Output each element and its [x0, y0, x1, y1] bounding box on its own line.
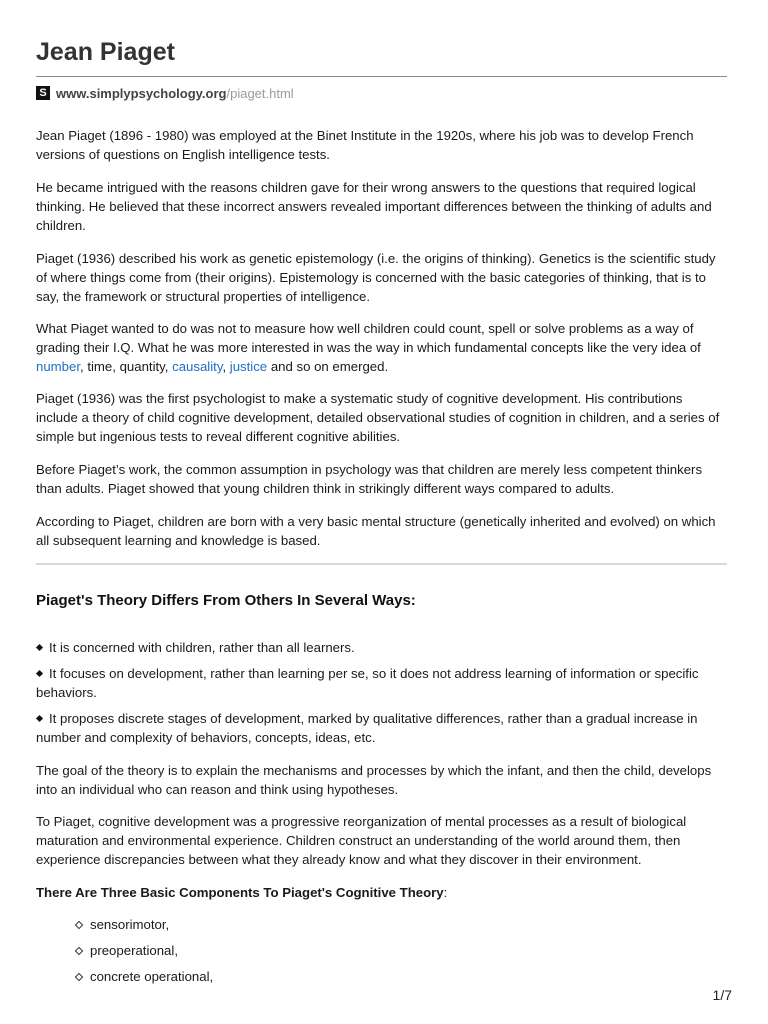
page-title: Jean Piaget [36, 38, 175, 66]
list-item [76, 967, 213, 986]
bullet-text: It proposes discrete stages of development, marked by qualitative differences, rather than a gradual increase in number and complexity of behaviors, concepts, ideas, etc. [36, 711, 698, 745]
list-item [36, 664, 727, 702]
list-item [76, 941, 178, 960]
paragraph-mental-structure: According to Piaget, children are born with a very basic mental structure (genetically inherited and evolved) on which all subsequent learning and knowledge is based. [36, 514, 716, 548]
bullet-hollow-diamond-icon [75, 946, 83, 954]
sub-item-text: preoperational, [90, 943, 178, 958]
page-number: 1/7 [712, 987, 732, 1003]
bullet-hollow-diamond-icon [75, 920, 83, 928]
paragraph-intro: Jean Piaget (1896 - 1980) was employed at the Binet Institute in the 1920s, where his job was to develop French versions of questions on English intelligence tests. [36, 128, 694, 162]
p4-text-after: and so on emerged. [267, 359, 389, 374]
paragraph-epistemology: Piaget (1936) described his work as genetic epistemology (i.e. the origins of thinking). Genetics is the scientific study of where things come from (their origins). Epistemology is concerned with the basic categories of thinking, that is to say, the framework or structural properties of intelligence. [36, 251, 716, 304]
title-divider [36, 76, 727, 77]
link-number[interactable]: number [36, 359, 80, 374]
paragraph-concepts [36, 319, 727, 376]
paragraph-goal: The goal of the theory is to explain the mechanisms and processes by which the infant, and then the child, develops into an individual who can reason and think using hypotheses. [36, 763, 712, 797]
bullet-diamond-icon [36, 715, 43, 722]
bullet-hollow-diamond-icon [75, 972, 83, 980]
list-item [36, 709, 727, 747]
section-heading: Piaget's Theory Differs From Others In Several Ways: [36, 592, 416, 609]
paragraph-systematic-study: Piaget (1936) was the first psychologist to make a systematic study of cognitive development. His contributions include a theory of child cognitive development, detailed observational studies of cognition in children, and a series of simple but ingenious tests to reveal different cognitive abilities. [36, 391, 720, 444]
source-path: /piaget.html [226, 85, 294, 101]
components-lead: There Are Three Basic Components To Piaget's Cognitive Theory [36, 885, 444, 900]
p4-text-before: What Piaget wanted to do was not to measure how well children could count, spell or solve problems as a way of grading their I.Q. What he was more interested in was the way in which fundamental concepts like the very idea of [36, 321, 701, 355]
paragraph-assumption: Before Piaget’s work, the common assumption in psychology was that children are merely less competent thinkers than adults. Piaget showed that young children think in strikingly different ways compared to adults. [36, 462, 703, 496]
section-divider [36, 563, 727, 565]
source-domain-link[interactable]: www.simplypsychology.org [56, 85, 227, 101]
sub-item-text: sensorimotor, [90, 917, 170, 932]
paragraph-reorganization: To Piaget, cognitive development was a progressive reorganization of mental processes as a result of biological maturation and environmental experience. Children construct an understanding of the world around them, then experience discrepancies between what they already know and what they discover in their environment. [36, 814, 687, 867]
bullet-diamond-icon [36, 644, 43, 651]
sub-item-text: concrete operational, [90, 969, 214, 984]
p4-text-mid1: , time, quantity, [80, 359, 173, 374]
components-colon: : [443, 885, 448, 900]
paragraph-wrong-answers: He became intrigued with the reasons children gave for their wrong answers to the questions that required logical thinking. He believed that these incorrect answers revealed important differences between the thinking of adults and children. [36, 180, 712, 233]
source-line [36, 84, 294, 102]
list-item [76, 915, 169, 934]
link-justice[interactable]: justice [229, 359, 268, 374]
bullet-diamond-icon [36, 670, 43, 677]
site-logo-icon: S [36, 86, 50, 100]
bullet-text: It is concerned with children, rather than all learners. [49, 640, 355, 655]
link-causality[interactable]: causality [172, 359, 223, 374]
list-item [36, 638, 727, 657]
bullet-text: It focuses on development, rather than learning per se, so it does not address learning of information or specific behaviors. [36, 666, 699, 700]
paragraph-components [36, 883, 727, 902]
p4-text-mid2: , [222, 359, 230, 374]
